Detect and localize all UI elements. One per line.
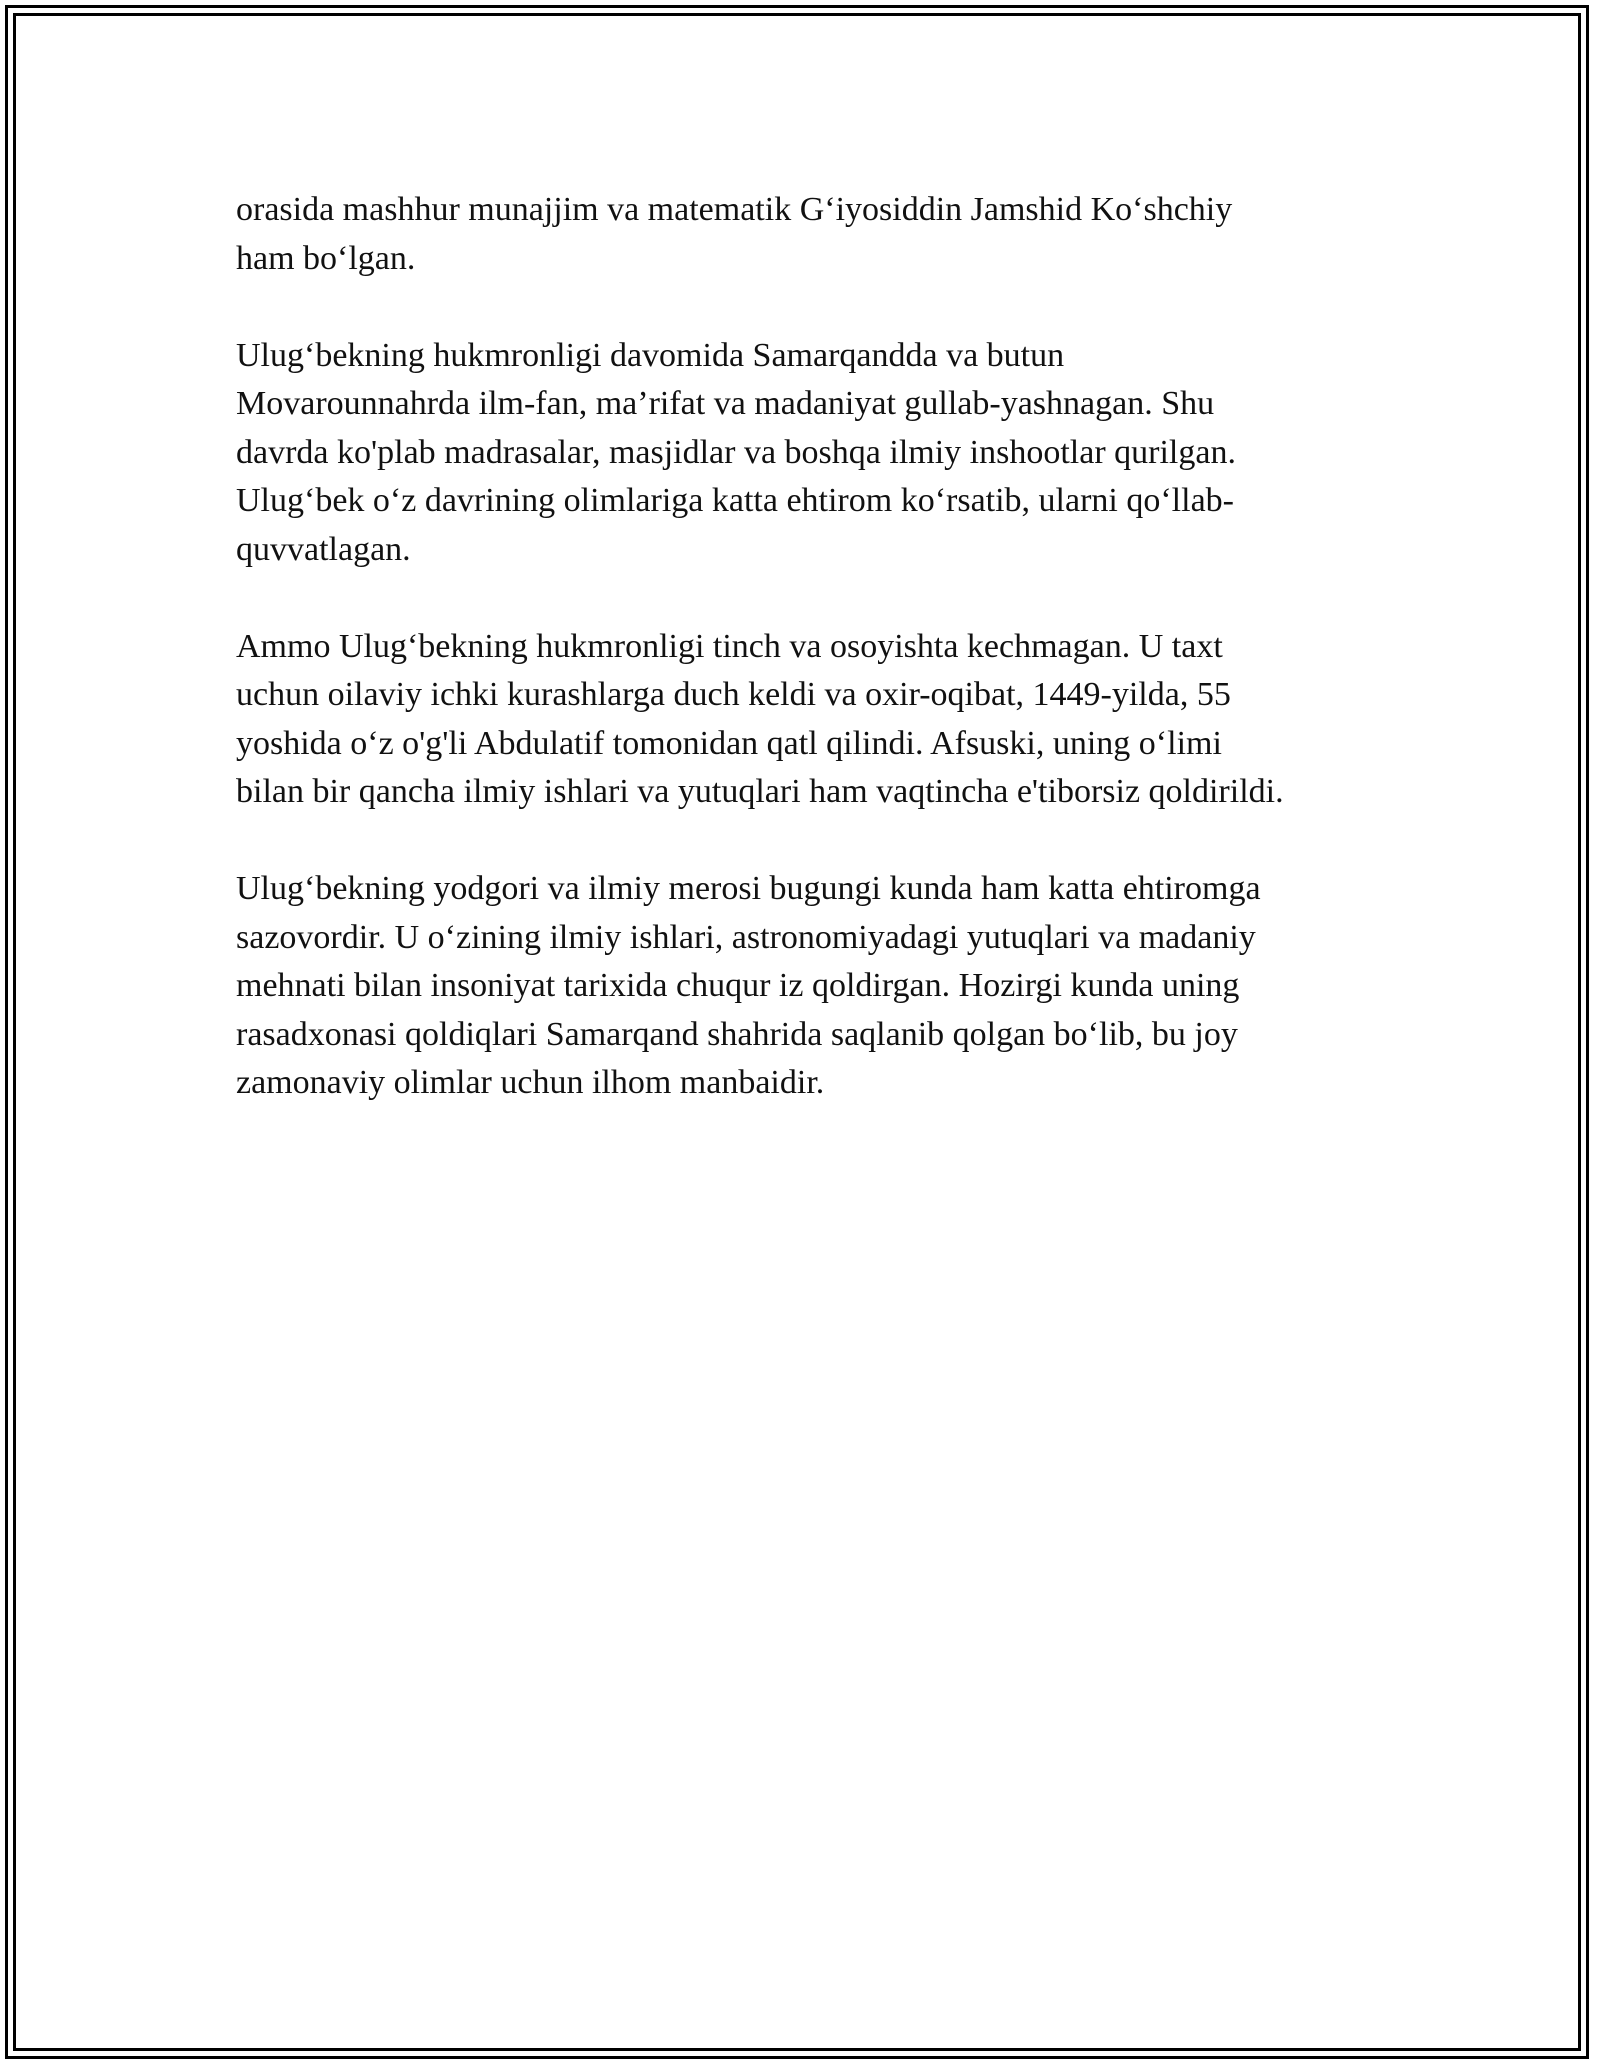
paragraph-4	[236, 865, 1386, 1108]
text-line: davrda ko'plab madrasalar, masjidlar va boshqa ilmiy inshootlar qurilgan.	[236, 433, 1236, 471]
text-line: ham bo‘lgan.	[236, 239, 416, 277]
text-line: Ulug‘bek o‘z davrining olimlariga katta ehtirom ko‘rsatib, ularni qo‘llab-	[236, 482, 1234, 519]
text-line: bilan bir qancha ilmiy ishlari va yutuqlari ham vaqtincha e'tiborsiz qoldirildi.	[236, 773, 1284, 810]
paragraph-3	[236, 623, 1386, 817]
document-body	[236, 186, 1386, 1156]
text-line: yoshida o‘z o'g'li Abdulatif tomonidan qatl qilindi. Afsuski, uning o‘limi	[236, 724, 1222, 762]
paragraph-1	[236, 186, 1386, 283]
text-line: orasida mashhur munajjim va matematik G‘iyosiddin Jamshid Ko‘shchiy	[236, 191, 1233, 228]
paragraph-2	[236, 332, 1386, 575]
text-line: Ammo Ulug‘bekning hukmronligi tinch va osoyishta kechmagan. U taxt	[236, 627, 1223, 665]
text-line: Ulug‘bekning hukmronligi davomida Samarqandda va butun	[236, 336, 1065, 374]
text-line: rasadxonasi qoldiqlari Samarqand shahrida saqlanib qolgan bo‘lib, bu joy	[236, 1015, 1238, 1053]
text-line: mehnati bilan insoniyat tarixida chuqur iz qoldirgan. Hozirgi kunda uning	[236, 967, 1240, 1004]
text-line: quvvatlagan.	[236, 530, 411, 568]
text-line: Movarounnahrda ilm-fan, ma’rifat va madaniyat gullab-yashnagan. Shu	[236, 385, 1215, 422]
text-line: Ulug‘bekning yodgori va ilmiy merosi bugungi kunda ham katta ehtiromga	[236, 870, 1261, 907]
text-line: zamonaviy olimlar uchun ilhom manbaidir.	[236, 1064, 825, 1101]
text-line: uchun oilaviy ichki kurashlarga duch keldi va oxir-oqibat, 1449-yilda, 55	[236, 676, 1231, 713]
text-line: sazovordir. U o‘zining ilmiy ishlari, astronomiyadagi yutuqlari va madaniy	[236, 918, 1256, 956]
